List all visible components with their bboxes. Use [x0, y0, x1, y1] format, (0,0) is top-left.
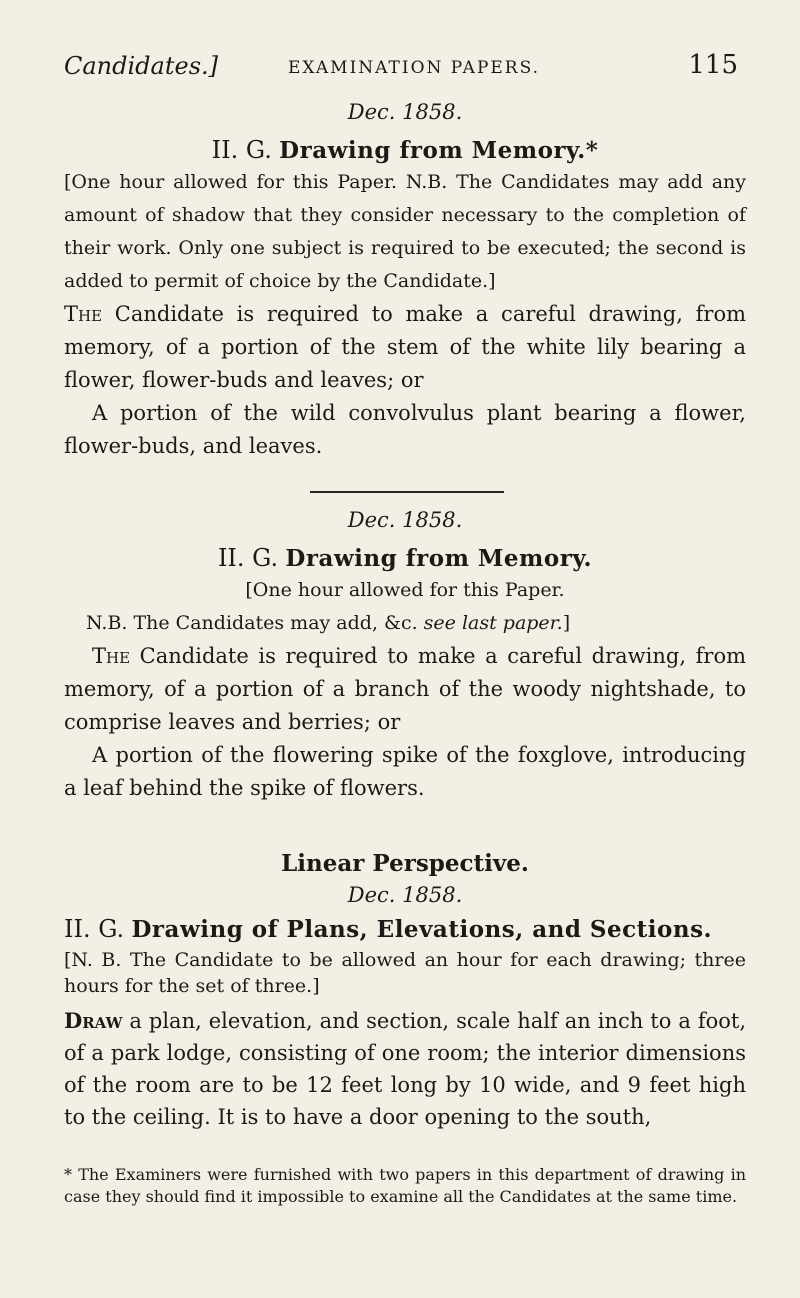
paper-3-number: II. G. — [64, 915, 125, 943]
running-header — [64, 52, 752, 84]
paper-1-alternative: A portion of the wild convolvulus plant bearing a flower, flower-buds, and leaves. — [64, 401, 746, 458]
paper-1-body-text: Candidate is required to make a careful drawing, from memory, of a portion of the stem of the white lily bearing a flower, flower-buds and leaves; or — [64, 302, 746, 392]
paper-3 — [64, 850, 746, 1133]
paper-1 — [64, 100, 746, 463]
paper-1-note: [One hour allowed for this Paper. N.B. The Candidates may add any amount of shadow that they consider necessary to the completion of their work. Only one subject is required to be executed; the second is added to permit of choice by the Candidate.] — [64, 171, 746, 292]
paper-2-note-ref: see last paper. — [423, 612, 563, 634]
paper-1-body — [64, 298, 746, 397]
paper-2-alternative: A portion of the flowering spike of the foxglove, introducing a leaf behind the spike of flowers. — [64, 743, 746, 800]
paper-3-body — [64, 1005, 746, 1133]
paper-2-lead: The — [92, 644, 131, 668]
paper-2 — [64, 508, 746, 805]
paper-1-lead: The — [64, 302, 103, 326]
paper-3-body-text: a plan, elevation, and section, scale half an inch to a foot, of a park lodge, consisting of one room; the interior dimensions of the room are to be 12 feet long by 10 wide, and 9 feet high to the ceiling. It is to have a door opening to the south, — [64, 1009, 746, 1129]
paper-2-note-line-2 — [64, 607, 746, 640]
header-section-title: Candidates.] — [64, 52, 218, 80]
divider-rule — [310, 491, 504, 493]
paper-1-title: Drawing from Memory.* — [279, 137, 599, 164]
paper-2-number: II. G. — [217, 544, 279, 572]
footnote: * The Examiners were furnished with two papers in this department of drawing in case they should find it impossible to examine all the Candidates at the same time. — [64, 1165, 746, 1206]
paper-3-title: Drawing of Plans, Elevations, and Sections. — [131, 916, 713, 943]
paper-2-note-text: N.B. The Candidates may add, &c. — [86, 612, 424, 634]
paper-2-note-close: ] — [562, 612, 571, 634]
paper-1-number: II. G. — [211, 136, 272, 164]
paper-2-body — [64, 640, 746, 739]
paper-1-heading — [64, 136, 746, 164]
paper-2-title: Drawing from Memory. — [285, 545, 593, 572]
header-title: EXAMINATION PAPERS. — [288, 58, 541, 78]
paper-2-date: Dec. 1858. — [347, 508, 463, 532]
section-heading: Linear Perspective. — [281, 850, 529, 877]
paper-3-heading — [64, 915, 746, 943]
paper-2-body-text: Candidate is required to make a careful drawing, from memory, of a portion of a branch of the woody nightshade, to comprise leaves and berries; or — [64, 644, 746, 734]
page-number: 115 — [688, 50, 738, 80]
paper-1-date: Dec. 1858. — [347, 100, 463, 124]
paper-3-date: Dec. 1858. — [347, 883, 463, 907]
paper-3-note: [N. B. The Candidate to be allowed an hour for each drawing; three hours for the set of three.] — [64, 949, 746, 997]
paper-2-heading — [64, 544, 746, 572]
paper-3-lead: Draw — [64, 1008, 123, 1033]
paper-2-note-line-1: [One hour allowed for this Paper. — [245, 579, 565, 601]
